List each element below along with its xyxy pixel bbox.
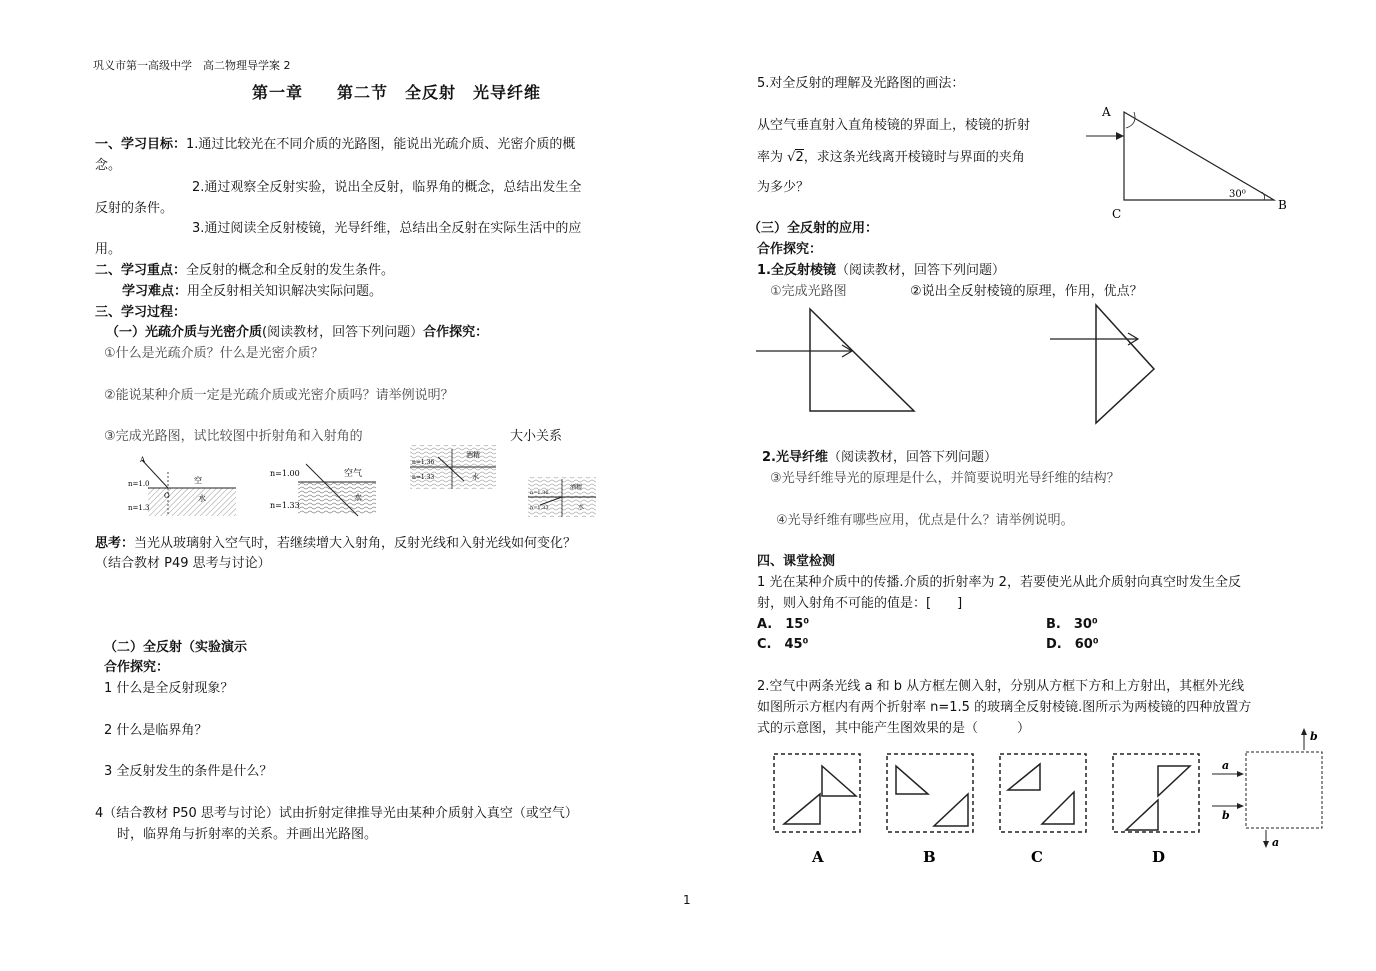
page-number: 1	[683, 893, 691, 907]
part1-tail: 合作探究：	[423, 325, 489, 340]
prism-placement-options	[772, 752, 1208, 870]
part3-coop: 合作探究：	[757, 242, 823, 257]
goal-2-line-b: 反射的条件。	[95, 201, 174, 216]
air-label: 空	[194, 476, 202, 485]
check-q1-line-b: 射，则入射角不可能的值是：[ ]	[757, 596, 963, 611]
sqrt-value: 2	[795, 150, 804, 165]
option-box-d	[1113, 754, 1199, 832]
water-layer	[148, 488, 236, 516]
goal-3-line-b: 用。	[95, 242, 122, 257]
q5-title: 5.对全反射的理解及光路图的画法：	[757, 76, 965, 91]
goal-3-line-a: 3.通过阅读全反射棱镜，光导纤维，总结出全反射在实际生活中的应	[192, 221, 582, 236]
vertex-a-label: A	[1102, 105, 1111, 119]
think-question	[95, 536, 576, 552]
option-box-c	[1000, 754, 1086, 832]
check-q2-line-b: 如图所示方框内有两个折射率 n=1.5 的玻璃全反射棱镜.图所示为两棱镜的四种放置方	[757, 700, 1252, 715]
dashed-frame	[1246, 752, 1322, 828]
think-note: （结合教材 P49 思考与讨论）	[95, 556, 271, 571]
n-top-label: n=1.36	[530, 490, 549, 496]
light-path-figure-1	[128, 452, 238, 522]
vertex-b-label: B	[1278, 198, 1287, 212]
difficulty-text: 用全反射相关知识解决实际问题。	[187, 284, 383, 299]
prism-triangle	[1096, 305, 1154, 423]
q5-line-2a: 率为	[757, 150, 784, 165]
light-path-figure-4	[526, 475, 598, 519]
difficulty-label: 学习难点：	[122, 284, 188, 299]
part3-item-2-q3: ③光导纤维导光的原理是什么，并简要说明光导纤维的结构？	[770, 471, 1120, 486]
q5-line-1: 从空气垂直射入直角棱镜的界面上，棱镜的折射	[757, 118, 1031, 133]
prism-diagram-1	[756, 305, 926, 417]
part2-q1: 1 什么是全反射现象？	[104, 681, 234, 696]
target-effect-figure	[1212, 728, 1330, 852]
prism-diagram-2	[1050, 303, 1170, 425]
part3-item-1	[757, 263, 1005, 279]
option-label-b: B	[923, 848, 936, 866]
part1-q2: ②能说某种介质一定是光疏介质或光密介质吗？请举例说明？	[104, 388, 454, 403]
key-points	[95, 263, 394, 279]
water-label: 水	[578, 504, 585, 511]
option-label-c: C	[1031, 848, 1043, 866]
n-top-label: n=1.36	[412, 459, 435, 466]
think-label: 思考：	[95, 536, 135, 551]
label-b-in: b	[1222, 809, 1230, 822]
water-layer	[298, 482, 376, 514]
ray-a-out-arrow	[1263, 841, 1269, 848]
goals-label: 一、学习目标：	[95, 137, 187, 152]
option-box-a	[774, 754, 860, 832]
n-bottom-label: n=1.33	[270, 501, 300, 510]
option-c: C. 45⁰	[757, 637, 809, 652]
right-angle-prism-figure	[1086, 102, 1296, 222]
label-a-out: a	[1272, 836, 1280, 849]
goal-1-line-a: 1.通过比较光在不同介质的光路图，能说出光疏介质、光密介质的概	[186, 137, 576, 152]
part3-heading: （三）全反射的应用：	[748, 221, 879, 236]
option-b: B. 30⁰	[1046, 617, 1098, 632]
q5-line-2b: ，求这条光线离开棱镜时与界面的夹角	[803, 150, 1025, 165]
option-box-b	[887, 754, 973, 832]
part2-q4-line-b: 时，临界角与折射率的关系。并画出光路图。	[117, 827, 378, 842]
ray-arrow	[1116, 132, 1124, 140]
light-path-figure-2	[268, 462, 378, 522]
check-q1-line-a: 1 光在某种介质中的传播.介质的折射率为 2，若要使光从此介质射向真空时发生全反	[757, 575, 1241, 590]
part2-coop: 合作探究：	[104, 660, 170, 675]
part3-item-2	[762, 450, 997, 466]
option-d: D. 60⁰	[1046, 637, 1099, 652]
n-bottom-label: n=1.3	[128, 504, 150, 512]
option-label-d: D	[1152, 848, 1166, 866]
check-heading: 四、课堂检测	[757, 554, 836, 569]
goal-1-line-b: 念。	[95, 158, 122, 173]
process-heading: 三、学习过程：	[95, 305, 187, 320]
page-header: 巩义市第一高级中学 高二物理导学案 2	[93, 59, 291, 72]
part1-q3: ③完成光路图，试比较图中折射角和入射角的	[104, 429, 363, 444]
page-title: 第一章 第二节 全反射 光导纤维	[252, 83, 542, 102]
key-text: 全反射的概念和全反射的发生条件。	[186, 263, 395, 278]
point-o-label: O	[164, 492, 170, 500]
part3-item-1-q1: ①完成光路图	[770, 284, 847, 299]
q5-line-2	[757, 150, 1025, 166]
ray-a-arrow	[1237, 771, 1244, 777]
air-label: 空气	[344, 469, 363, 479]
part1-note: (阅读教材，回答下列问题）	[262, 325, 424, 340]
prism-triangle	[810, 309, 914, 411]
part3-item-2-q4: ④光导纤维有哪些应用，优点是什么？请举例说明。	[776, 513, 1074, 528]
sqrt-expression: √2	[787, 150, 804, 165]
alcohol-label: 酒精	[570, 484, 583, 491]
alcohol-label: 酒精	[466, 451, 480, 459]
label-b-out: b	[1310, 730, 1318, 743]
ray-b-arrow	[1237, 803, 1244, 809]
part3-item-2-title: 2.光导纤维	[762, 450, 828, 465]
water-label: 水	[198, 494, 206, 503]
n-bottom-label: n=1.33	[530, 505, 549, 511]
vertex-c-label: C	[1112, 207, 1122, 221]
n-top-label: n=1.0	[128, 480, 150, 488]
option-a: A. 15⁰	[757, 617, 810, 632]
part1-q1: ①什么是光疏介质？什么是光密介质？	[104, 346, 324, 361]
part2-q4-line-a: 4（结合教材 P50 思考与讨论）试由折射定律推导光由某种介质射入真空（或空气）	[95, 806, 578, 821]
learning-goals	[95, 137, 575, 153]
ray-b-out-arrow	[1301, 728, 1307, 735]
n-bottom-label: n=1.33	[412, 474, 435, 481]
check-q2-line-c: 式的示意图，其中能产生图效果的是（ ）	[757, 721, 1031, 736]
n-top-label: n=1.00	[270, 469, 300, 478]
light-path-figure-3	[408, 443, 498, 493]
water-label: 水	[472, 473, 479, 481]
difficulty	[122, 284, 382, 300]
part3-item-1-note: （阅读教材，回答下列问题）	[835, 263, 1005, 278]
key-label: 二、学习重点：	[95, 263, 187, 278]
label-a-in: a	[1222, 759, 1230, 772]
part2-heading: （二）全反射（实验演示	[104, 640, 248, 655]
think-text: 当光从玻璃射入空气时，若继续增大入射角，反射光线和入射光线如何变化？	[134, 536, 577, 551]
part1-q3-tail: 大小关系	[510, 429, 563, 444]
part2-q3: 3 全反射发生的条件是什么？	[104, 764, 273, 779]
part3-item-2-note: （阅读教材，回答下列问题）	[827, 450, 997, 465]
part3-item-1-q2: ②说出全反射棱镜的原理，作用，优点？	[910, 284, 1143, 299]
point-a-label: A	[140, 456, 146, 464]
angle-label: 30⁰	[1229, 189, 1246, 200]
part1-title: （一）光疏介质与光密介质	[106, 325, 263, 340]
part1-heading	[106, 325, 488, 341]
prism-triangle	[1124, 112, 1274, 200]
goal-2-line-a: 2.通过观察全反射实验，说出全反射，临界角的概念，总结出发生全	[192, 180, 582, 195]
check-q2-line-a: 2.空气中两条光线 a 和 b 从方框左侧入射，分别从方框下方和上方射出，其框外光线	[757, 679, 1245, 694]
part3-item-1-title: 1.全反射棱镜	[757, 263, 836, 278]
water-label: 水	[354, 493, 362, 502]
q5-line-3: 为多少？	[757, 180, 810, 195]
option-label-a: A	[812, 848, 824, 866]
part2-q2: 2 什么是临界角？	[104, 723, 208, 738]
